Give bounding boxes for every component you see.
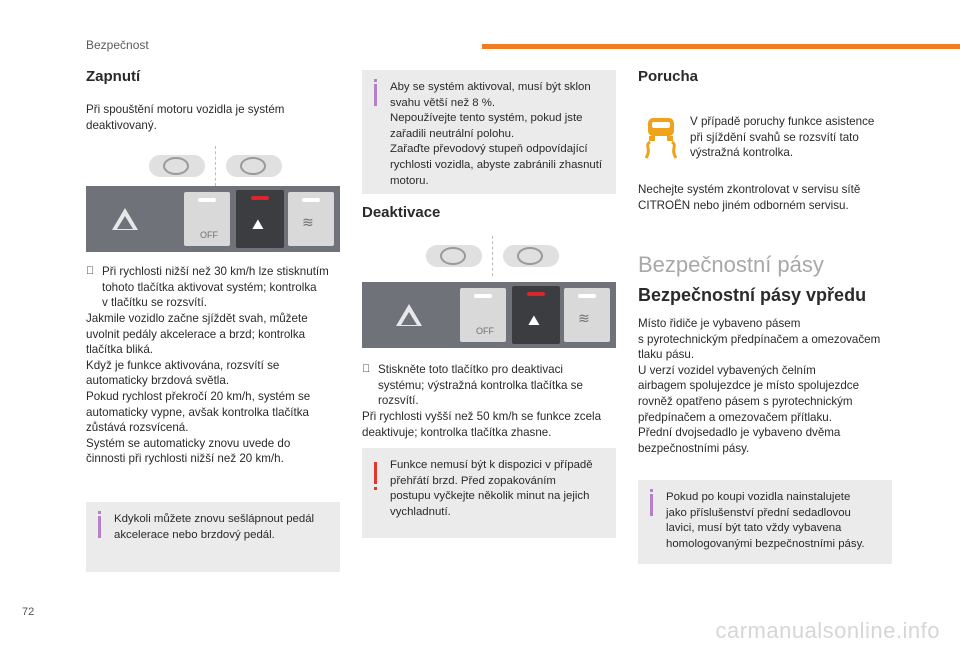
text-line: V případě poruchy funkce asistence <box>690 115 875 128</box>
text-line: postupu vyčkejte několik minut na jejich <box>390 490 590 503</box>
text-line: Stiskněte toto tlačítko pro deaktivaci <box>378 363 563 376</box>
steering-wheel-icon <box>503 245 559 267</box>
text-line: tlačítka bliká. <box>86 343 154 357</box>
text-line: Při rychlosti nižší než 30 km/h lze stisknutím <box>102 265 329 278</box>
text-line: Aby se systém aktivoval, musí být sklon <box>390 81 591 93</box>
text-line: Nepoužívejte tento systém, pokud jste <box>390 112 583 125</box>
off-label: OFF <box>476 326 494 336</box>
steering-wheel-icon <box>226 155 282 177</box>
col3-body <box>638 316 908 456</box>
hill-descent-button <box>512 286 560 344</box>
text-line: přehřátí brzd. Před zopakováním <box>390 474 556 487</box>
off-button <box>460 288 506 342</box>
text-line: Pokud rychlost překročí 20 km/h, systém se <box>86 389 311 403</box>
text-line: Při rychlosti vyšší než 50 km/h se funkce zcela <box>362 410 602 423</box>
info-icon <box>98 516 101 538</box>
col1-title: Zapnutí <box>86 68 141 85</box>
text-line: Místo řidiče je vybaveno pásem <box>638 317 801 330</box>
text-line: Přední dvojsedadlo je vybaveno dvěma <box>638 426 841 440</box>
col1-bullet <box>86 264 348 311</box>
section-label: Bezpečnost <box>86 38 149 52</box>
warning-icon <box>374 462 377 484</box>
off-label: OFF <box>200 230 218 240</box>
text-line: činnosti při rychlosti nižší než 20 km/h. <box>86 452 284 466</box>
text-line: automaticky brzdová světla. <box>86 374 230 388</box>
text-line: airbagem spolujezdce je místo spolujezdce <box>638 379 860 393</box>
text-line: výstražná kontrolka. <box>690 146 794 160</box>
arrow-bullet-icon <box>86 264 102 311</box>
traction-icon: ≋ <box>302 214 314 230</box>
text-line: CITROËN nebo jiném odborném servisu. <box>638 198 849 212</box>
info-note <box>638 480 892 564</box>
fault-text <box>690 114 910 161</box>
text-line: svahu větší než 8 %. <box>390 96 496 109</box>
off-button <box>184 192 230 246</box>
text-line: deaktivuje; kontrolka tlačítka zhasne. <box>362 425 552 439</box>
warning-note <box>362 448 616 538</box>
text-line: vychladnutí. <box>390 505 451 518</box>
info-icon <box>650 494 653 516</box>
info-icon <box>374 84 377 106</box>
info-note <box>86 502 340 572</box>
steering-illustration <box>140 146 290 186</box>
text-line: rovněž opatřeno pásem s pyrotechnickým <box>638 394 853 408</box>
text-line: Nechejte systém zkontrolovat v servisu sítě <box>638 183 861 196</box>
hill-descent-icon: ⛰ <box>252 216 264 232</box>
text-line: Systém se automaticky znovu uvede do <box>86 436 291 450</box>
traction-icon: ≋ <box>578 310 590 326</box>
hill-descent-button <box>236 190 284 248</box>
text-line: automaticky vypne, avšak kontrolka tlačítka <box>86 405 309 419</box>
col1-intro <box>86 102 346 133</box>
col2-bullet <box>362 362 624 409</box>
text-line: Při spouštění motoru vozidla je systém <box>86 103 285 116</box>
col2-body <box>362 409 624 440</box>
text-line: Funkce nemusí být k dispozici v případě <box>390 459 593 471</box>
text-line: předpínačem a omezovačem přítlaku. <box>638 410 832 424</box>
text-line: při sjíždění svahů se rozsvítí tato <box>690 130 859 144</box>
text-line: motoru. <box>390 174 429 187</box>
text-line: tohoto tlačítka aktivovat systém; kontrolka <box>102 280 317 294</box>
col3-title: Porucha <box>638 68 699 85</box>
text-line: bezpečnostními pásy. <box>638 441 750 455</box>
text-line: zůstává rozsvícená. <box>86 421 189 435</box>
text-line: s pyrotechnickým předpínačem a omezovačem <box>638 332 881 346</box>
text-line: v tlačítku se rozsvítí. <box>102 296 208 310</box>
steering-wheel-icon <box>426 245 482 267</box>
button-panel-illustration <box>86 186 340 252</box>
text-line: Kdykoli můžete znovu sešlápnout pedál <box>114 513 315 525</box>
subsection-heading: Bezpečnostní pásy vpředu <box>638 285 867 305</box>
text-line: Jakmile vozidlo začne sjíždět svah, můžete <box>86 312 308 325</box>
text-line: tlaku pásu. <box>638 348 695 362</box>
col1-body <box>86 311 348 467</box>
col2-title: Deaktivace <box>362 204 441 221</box>
traction-button <box>564 288 610 342</box>
text-line: lavici, musí být tato vždy vybavena <box>666 522 842 535</box>
steering-illustration <box>412 236 572 276</box>
text-line: Když je funkce aktivována, rozsvítí se <box>86 358 280 372</box>
hill-descent-icon: ⛰ <box>528 312 540 328</box>
text-line: Pokud po koupi vozidla nainstalujete <box>666 491 851 503</box>
text-line: homologovanými bezpečnostními pásy. <box>666 537 865 550</box>
watermark: carmanualsonline.info <box>715 618 940 643</box>
section-heading: Bezpečnostní pásy <box>638 252 824 277</box>
text-line: jako příslušenství přední sedadlovou <box>666 506 851 519</box>
skid-warning-icon <box>640 114 682 160</box>
text-line: uvolnit pedály akcelerace a brzd; kontrolka <box>86 327 306 341</box>
text-line: deaktivovaný. <box>86 118 157 132</box>
info-note <box>362 70 616 194</box>
steering-wheel-icon <box>149 155 205 177</box>
text-line: Zařaďte převodový stupeň odpovídající <box>390 143 588 156</box>
button-panel-illustration <box>362 282 616 348</box>
text-line: rychlosti vozidla, abyste zabránili zhasnutí <box>390 158 603 171</box>
text-line: rozsvítí. <box>378 394 419 408</box>
text-line: zařadili neutrální polohu. <box>390 127 515 140</box>
text-line: akcelerace nebo brzdový pedál. <box>114 528 275 541</box>
text-line: systému; výstražná kontrolka tlačítka se <box>378 378 583 392</box>
service-text <box>638 182 908 213</box>
accent-bar <box>482 44 960 49</box>
traction-button <box>288 192 334 246</box>
text-line: U verzí vozidel vybavených čelním <box>638 363 816 377</box>
page-number: 72 <box>22 606 35 618</box>
arrow-bullet-icon <box>362 362 378 409</box>
